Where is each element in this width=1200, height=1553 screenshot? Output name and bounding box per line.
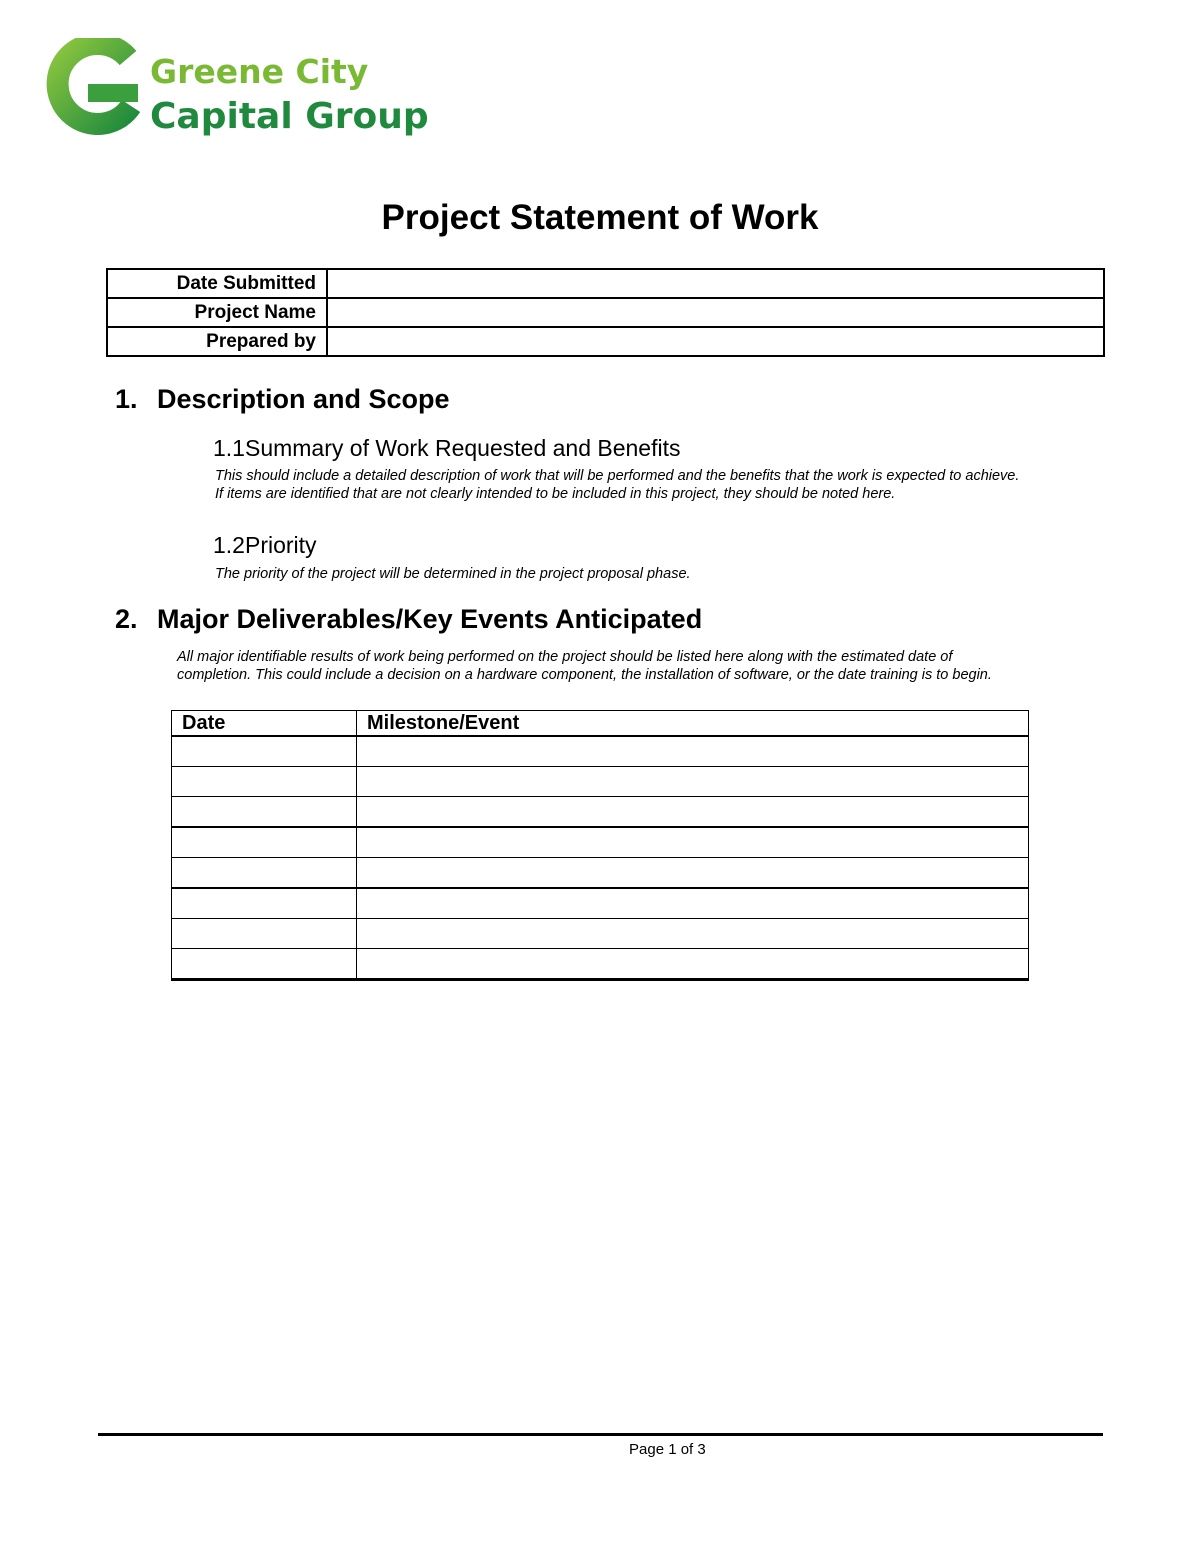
subsection-1-1-heading: [213, 435, 681, 462]
document-title: Project Statement of Work: [381, 198, 819, 237]
section2-note-line2: completion. This could include a decision on a hardware component, the installation of software, or the date training is to begin.: [177, 667, 992, 683]
milestone-table: [171, 710, 1029, 981]
milestone-cell[interactable]: [357, 949, 1029, 980]
milestone-cell[interactable]: [357, 888, 1029, 919]
milestone-cell[interactable]: [357, 827, 1029, 858]
table-row: [172, 767, 1029, 797]
date-submitted-label: Date Submitted: [107, 269, 327, 298]
table-row: [172, 797, 1029, 828]
subsection-1-2-number: 1.2: [213, 532, 245, 558]
subsection-1-2-note: The priority of the project will be determined in the project proposal phase.: [215, 566, 691, 582]
section2-number: 2.: [115, 604, 138, 634]
subsection-1-2-title: Priority: [244, 532, 317, 558]
info-row-project-name: [107, 298, 1104, 327]
section2-note: [177, 648, 992, 684]
logo-line1: Greene City: [150, 52, 369, 91]
table-row: [172, 888, 1029, 919]
prepared-by-field[interactable]: [327, 327, 1104, 356]
logo-g-mark: [58, 44, 138, 124]
table-row: [172, 949, 1029, 980]
date-cell[interactable]: [172, 888, 357, 919]
milestone-cell[interactable]: [357, 797, 1029, 828]
section1-title: Description and Scope: [157, 384, 450, 414]
date-cell[interactable]: [172, 858, 357, 889]
footer-divider: [98, 1433, 1103, 1436]
subsection-1-1-number: 1.1: [213, 435, 245, 461]
project-name-label: Project Name: [107, 298, 327, 327]
company-logo: [38, 38, 438, 148]
table-row: [172, 858, 1029, 889]
milestone-column-header: Milestone/Event: [357, 711, 1029, 737]
date-cell[interactable]: [172, 767, 357, 797]
date-cell[interactable]: [172, 736, 357, 767]
milestone-cell[interactable]: [357, 736, 1029, 767]
milestone-cell[interactable]: [357, 767, 1029, 797]
date-cell[interactable]: [172, 919, 357, 949]
subsection-1-1-note-line2: If items are identified that are not clearly intended to be included in this project, they should be noted here.: [215, 486, 896, 502]
section2-title: Major Deliverables/Key Events Anticipated: [157, 604, 703, 634]
section2-heading: [115, 604, 702, 635]
date-cell[interactable]: [172, 949, 357, 980]
project-info-table: [106, 268, 1105, 357]
section1-number: 1.: [115, 384, 138, 414]
subsection-1-2-heading: [213, 532, 317, 559]
table-row: [172, 919, 1029, 949]
section1-heading: [115, 384, 450, 415]
date-column-header: Date: [172, 711, 357, 737]
logo-line2: Capital Group: [150, 96, 429, 137]
subsection-1-1-note: [215, 467, 1019, 503]
info-row-prepared-by: [107, 327, 1104, 356]
table-row: [172, 827, 1029, 858]
milestone-cell[interactable]: [357, 858, 1029, 889]
prepared-by-label: Prepared by: [107, 327, 327, 356]
subsection-1-1-note-line1: This should include a detailed description of work that will be performed and the benefits that the work is expected to achieve.: [215, 468, 1020, 484]
section2-note-line1: All major identifiable results of work being performed on the project should be listed here along with the estimated date of: [177, 649, 953, 665]
milestone-table-header: [172, 711, 1029, 737]
table-row: [172, 736, 1029, 767]
milestone-cell[interactable]: [357, 919, 1029, 949]
subsection-1-1-title: Summary of Work Requested and Benefits: [244, 435, 681, 461]
info-row-date-submitted: [107, 269, 1104, 298]
project-name-field[interactable]: [327, 298, 1104, 327]
date-submitted-field[interactable]: [327, 269, 1104, 298]
page-number: Page 1 of 3: [629, 1441, 706, 1458]
date-cell[interactable]: [172, 797, 357, 828]
date-cell[interactable]: [172, 827, 357, 858]
